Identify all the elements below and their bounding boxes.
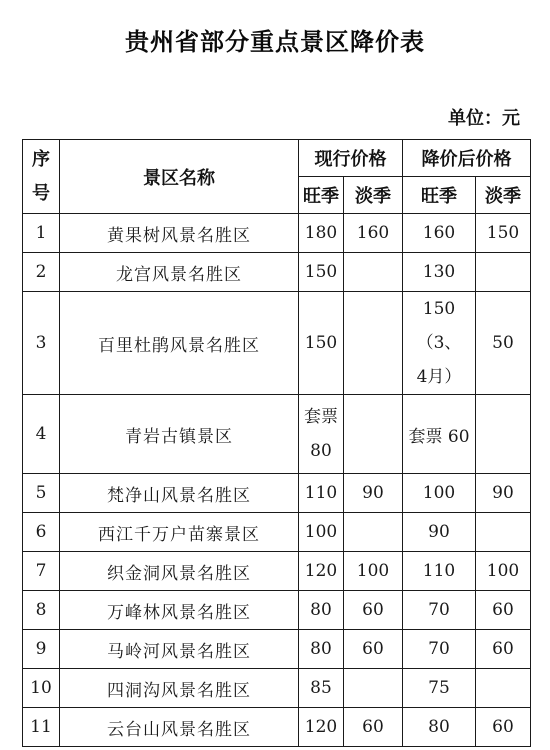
current-off-cell [344, 669, 403, 708]
current-off-cell: 60 [344, 591, 403, 630]
current-off-cell [344, 513, 403, 552]
current-peak-header: 旺季 [299, 177, 344, 214]
current-off-header: 淡季 [344, 177, 403, 214]
current-off-cell: 90 [344, 474, 403, 513]
seq-cell: 10 [23, 669, 60, 708]
reduced-off-cell: 60 [476, 591, 531, 630]
scenic-name-cell: 云台山风景名胜区 [60, 708, 299, 747]
reduced-off-cell [476, 395, 531, 474]
table-row [23, 630, 531, 669]
reduced-off-cell: 60 [476, 708, 531, 747]
reduced-peak-cell [403, 292, 476, 395]
scenic-name-cell: 织金洞风景名胜区 [60, 552, 299, 591]
current-off-cell [344, 292, 403, 395]
reduced-price-header: 降价后价格 [403, 140, 531, 177]
table-row [23, 474, 531, 513]
unit-label: 单位：元 [448, 108, 520, 129]
reduced-peak-cell: 130 [403, 253, 476, 292]
scenic-name-cell: 西江千万户苗寨景区 [60, 513, 299, 552]
seq-cell: 5 [23, 474, 60, 513]
seq-cell: 7 [23, 552, 60, 591]
scenic-name-cell: 青岩古镇景区 [60, 395, 299, 474]
reduced-peak-cell: 70 [403, 591, 476, 630]
reduced-peak-cell: 75 [403, 669, 476, 708]
reduced-peak-cell: 70 [403, 630, 476, 669]
seq-cell: 3 [23, 292, 60, 395]
table-row [23, 591, 531, 630]
scenic-name-cell: 万峰林风景名胜区 [60, 591, 299, 630]
table-row [23, 253, 531, 292]
reduced-off-cell: 50 [476, 292, 531, 395]
current-peak-cell [299, 395, 344, 474]
table-row [23, 513, 531, 552]
current-peak-cell: 110 [299, 474, 344, 513]
current-peak-cell: 120 [299, 552, 344, 591]
table-row [23, 395, 531, 474]
current-peak-cell: 80 [299, 591, 344, 630]
scenic-name-cell: 四洞沟风景名胜区 [60, 669, 299, 708]
reduced-off-cell [476, 253, 531, 292]
scenic-name-cell: 百里杜鹃风景名胜区 [60, 292, 299, 395]
seq-header-line2: 号 [32, 182, 50, 204]
reduced-off-cell: 90 [476, 474, 531, 513]
scenic-name-cell: 马岭河风景名胜区 [60, 630, 299, 669]
reduced-off-cell: 100 [476, 552, 531, 591]
table-row [23, 214, 531, 253]
reduced-peak-header: 旺季 [403, 177, 476, 214]
current-peak-cell: 100 [299, 513, 344, 552]
name-header: 景区名称 [60, 140, 299, 214]
seq-cell: 1 [23, 214, 60, 253]
reduced-peak-cell: 100 [403, 474, 476, 513]
reduced-off-cell [476, 513, 531, 552]
reduced-peak-line2: 4月） [416, 367, 462, 387]
current-peak-cell: 180 [299, 214, 344, 253]
current-peak-cell: 150 [299, 292, 344, 395]
current-peak-cell: 120 [299, 708, 344, 747]
table-row [23, 292, 531, 395]
seq-header-line1: 序 [32, 148, 50, 170]
page-title: 贵州省部分重点景区降价表 [125, 28, 425, 56]
current-off-cell: 100 [344, 552, 403, 591]
reduced-peak-cell: 90 [403, 513, 476, 552]
current-peak-cell: 80 [299, 630, 344, 669]
reduced-off-header: 淡季 [476, 177, 531, 214]
seq-cell: 2 [23, 253, 60, 292]
scenic-name-cell: 龙宫风景名胜区 [60, 253, 299, 292]
current-peak-line2: 80 [310, 441, 332, 461]
scenic-name-cell: 梵净山风景名胜区 [60, 474, 299, 513]
current-off-cell: 160 [344, 214, 403, 253]
reduced-off-cell: 150 [476, 214, 531, 253]
reduced-off-cell [476, 669, 531, 708]
reduced-peak-cell: 160 [403, 214, 476, 253]
seq-cell: 8 [23, 591, 60, 630]
seq-cell: 11 [23, 708, 60, 747]
reduced-peak-cell: 80 [403, 708, 476, 747]
current-off-cell: 60 [344, 630, 403, 669]
reduced-peak-cell: 110 [403, 552, 476, 591]
current-off-cell [344, 395, 403, 474]
seq-cell: 9 [23, 630, 60, 669]
seq-cell: 4 [23, 395, 60, 474]
current-peak-cell: 85 [299, 669, 344, 708]
table-row [23, 552, 531, 591]
header-row [23, 140, 531, 177]
current-off-cell: 60 [344, 708, 403, 747]
current-peak-cell: 150 [299, 253, 344, 292]
reduced-off-cell: 60 [476, 630, 531, 669]
current-peak-line1: 套票 [304, 407, 338, 427]
current-off-cell [344, 253, 403, 292]
reduced-peak-line1: 150（3、 [416, 299, 462, 353]
reduced-peak-cell: 套票 60 [403, 395, 476, 474]
scenic-name-cell: 黄果树风景名胜区 [60, 214, 299, 253]
current-price-header: 现行价格 [299, 140, 403, 177]
seq-header [23, 140, 60, 214]
seq-cell: 6 [23, 513, 60, 552]
table-row [23, 708, 531, 747]
table-row [23, 669, 531, 708]
price-reduction-table [22, 139, 531, 747]
